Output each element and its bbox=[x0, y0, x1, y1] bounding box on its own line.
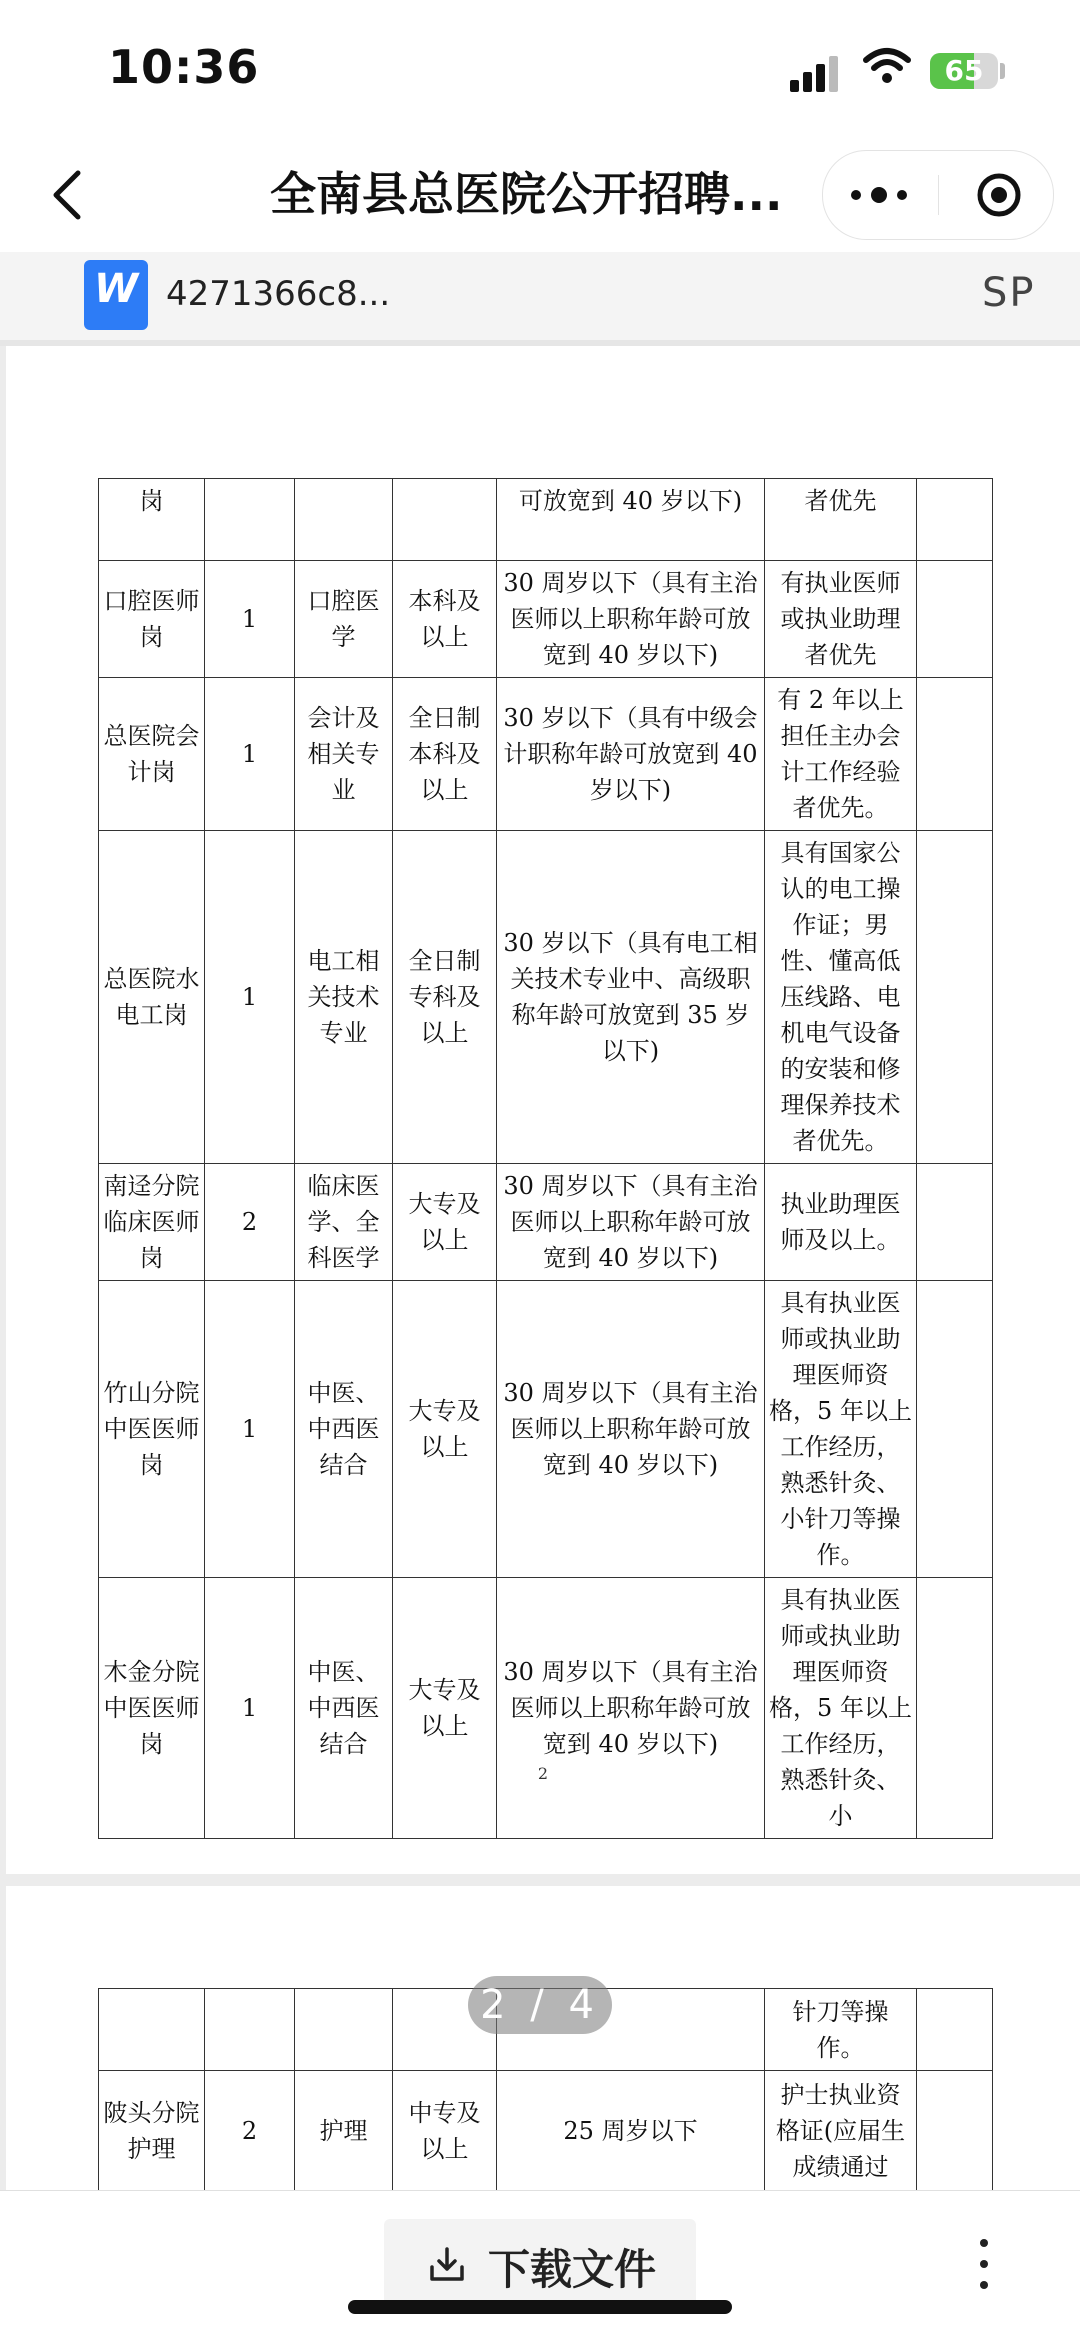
page-number: 2 bbox=[537, 1764, 549, 1783]
table-cell: 全日制本科及以上 bbox=[393, 678, 497, 831]
table-cell: 针刀等操作。 bbox=[765, 1989, 917, 2071]
table-cell: 口腔医师岗 bbox=[99, 561, 205, 678]
table-cell: 总医院会计岗 bbox=[99, 678, 205, 831]
table-cell: 临床医学、全科医学 bbox=[295, 1164, 393, 1281]
cellular-signal-icon bbox=[790, 52, 840, 92]
table-cell: 2 bbox=[205, 2071, 295, 2191]
table-cell: 大专及以上 bbox=[393, 1164, 497, 1281]
table-cell: 1 bbox=[205, 1578, 295, 1839]
table-cell bbox=[295, 479, 393, 561]
table-cell bbox=[295, 1989, 393, 2071]
table-cell: 30 周岁以下（具有主治医师以上职称年龄可放宽到 40 岁以下) bbox=[497, 1164, 765, 1281]
battery-percent: 65 bbox=[944, 54, 984, 87]
more-menu-icon[interactable] bbox=[976, 2239, 992, 2289]
table-row bbox=[99, 2071, 993, 2191]
page-indicator: 2 / 4 bbox=[468, 1976, 612, 2034]
battery-cap bbox=[1000, 63, 1005, 79]
table-cell: 可放宽到 40 岁以下) bbox=[497, 479, 765, 561]
table-cell: 会计及相关专业 bbox=[295, 678, 393, 831]
table-cell: 大专及以上 bbox=[393, 1281, 497, 1578]
table-cell: 南迳分院临床医师岗 bbox=[99, 1164, 205, 1281]
table-cell bbox=[917, 561, 993, 678]
table-cell: 30 周岁以下（具有主治医师以上职称年龄可放宽到 40 岁以下) bbox=[497, 561, 765, 678]
recruitment-table bbox=[98, 478, 993, 1839]
table-row bbox=[99, 479, 993, 561]
file-extension: SP bbox=[982, 270, 1036, 316]
table-cell bbox=[917, 1578, 993, 1839]
file-name: 4271366c8... bbox=[166, 274, 391, 314]
table-cell: 木金分院中医医师岗 bbox=[99, 1578, 205, 1839]
page-title: 全南县总医院公开招聘... bbox=[270, 167, 783, 221]
table-cell: 30 周岁以下（具有主治医师以上职称年龄可放宽到 40 岁以下) bbox=[497, 1281, 765, 1578]
table-cell: 电工相关技术专业 bbox=[295, 831, 393, 1164]
table-cell: 具有执业医师或执业助理医师资格，5 年以上工作经历，熟悉针灸、小 bbox=[765, 1578, 917, 1839]
capsule-divider bbox=[938, 175, 939, 215]
table-cell: 1 bbox=[205, 678, 295, 831]
table-cell bbox=[917, 2071, 993, 2191]
more-options-button[interactable] bbox=[851, 179, 911, 211]
table-cell: 1 bbox=[205, 561, 295, 678]
table-cell: 具有执业医师或执业助理医师资格，5 年以上工作经历，熟悉针灸、小针刀等操作。 bbox=[765, 1281, 917, 1578]
table-cell: 竹山分院中医医师岗 bbox=[99, 1281, 205, 1578]
table-cell: 岗 bbox=[99, 479, 205, 561]
file-info-bar bbox=[0, 252, 1080, 346]
table-row bbox=[99, 1281, 993, 1578]
download-icon bbox=[428, 2245, 466, 2283]
table-cell bbox=[917, 678, 993, 831]
nav-bar bbox=[0, 140, 1080, 252]
table-cell bbox=[99, 1989, 205, 2071]
miniprogram-capsule bbox=[822, 150, 1054, 240]
document-page bbox=[6, 346, 1080, 1874]
wifi-icon bbox=[862, 46, 912, 86]
back-arrow-icon[interactable] bbox=[40, 165, 100, 225]
table-cell: 有执业医师或执业助理者优先 bbox=[765, 561, 917, 678]
table-cell bbox=[917, 1164, 993, 1281]
table-cell: 执业助理医师及以上。 bbox=[765, 1164, 917, 1281]
table-cell: 1 bbox=[205, 831, 295, 1164]
table-cell bbox=[205, 479, 295, 561]
table-cell bbox=[393, 479, 497, 561]
bottom-bar bbox=[0, 2190, 1080, 2338]
status-bar bbox=[0, 0, 1080, 140]
close-target-icon[interactable] bbox=[975, 171, 1023, 219]
table-cell bbox=[205, 1989, 295, 2071]
table-cell: 30 周岁以下（具有主治医师以上职称年龄可放宽到 40 岁以下) bbox=[497, 1578, 765, 1839]
word-file-icon: W bbox=[84, 260, 148, 330]
table-cell: 具有国家公认的电工操作证；男性、懂高低压线路、电机电气设备的安装和修理保养技术者优先。 bbox=[765, 831, 917, 1164]
table-row bbox=[99, 1164, 993, 1281]
status-time: 10:36 bbox=[108, 40, 260, 94]
table-cell bbox=[917, 1281, 993, 1578]
table-cell: 本科及以上 bbox=[393, 561, 497, 678]
table-cell: 全日制专科及以上 bbox=[393, 831, 497, 1164]
table-row bbox=[99, 561, 993, 678]
table-cell: 中医、中西医结合 bbox=[295, 1578, 393, 1839]
table-cell bbox=[917, 479, 993, 561]
table-cell: 护士执业资格证(应届生成绩通过 bbox=[765, 2071, 917, 2191]
table-cell bbox=[917, 831, 993, 1164]
table-cell: 口腔医学 bbox=[295, 561, 393, 678]
table-cell: 30 岁以下（具有中级会计职称年龄可放宽到 40 岁以下) bbox=[497, 678, 765, 831]
table-cell: 有 2 年以上担任主办会计工作经验者优先。 bbox=[765, 678, 917, 831]
table-row bbox=[99, 678, 993, 831]
table-cell: 中专及以上 bbox=[393, 2071, 497, 2191]
table-cell: 陂头分院护理 bbox=[99, 2071, 205, 2191]
table-cell: 总医院水电工岗 bbox=[99, 831, 205, 1164]
download-file-button[interactable] bbox=[384, 2219, 696, 2307]
table-cell: 25 周岁以下 bbox=[497, 2071, 765, 2191]
table-row bbox=[99, 831, 993, 1164]
table-cell: 中医、中西医结合 bbox=[295, 1281, 393, 1578]
battery-icon bbox=[930, 53, 998, 89]
table-cell: 2 bbox=[205, 1164, 295, 1281]
table-cell: 大专及以上 bbox=[393, 1578, 497, 1839]
home-indicator bbox=[348, 2300, 732, 2314]
table-row bbox=[99, 1578, 993, 1839]
download-file-label: 下载文件 bbox=[488, 2245, 657, 2294]
document-viewer[interactable] bbox=[0, 346, 1080, 2190]
table-cell: 1 bbox=[205, 1281, 295, 1578]
table-cell: 者优先 bbox=[765, 479, 917, 561]
table-cell: 30 岁以下（具有电工相关技术专业中、高级职称年龄可放宽到 35 岁以下) bbox=[497, 831, 765, 1164]
table-cell bbox=[917, 1989, 993, 2071]
table-cell: 护理 bbox=[295, 2071, 393, 2191]
